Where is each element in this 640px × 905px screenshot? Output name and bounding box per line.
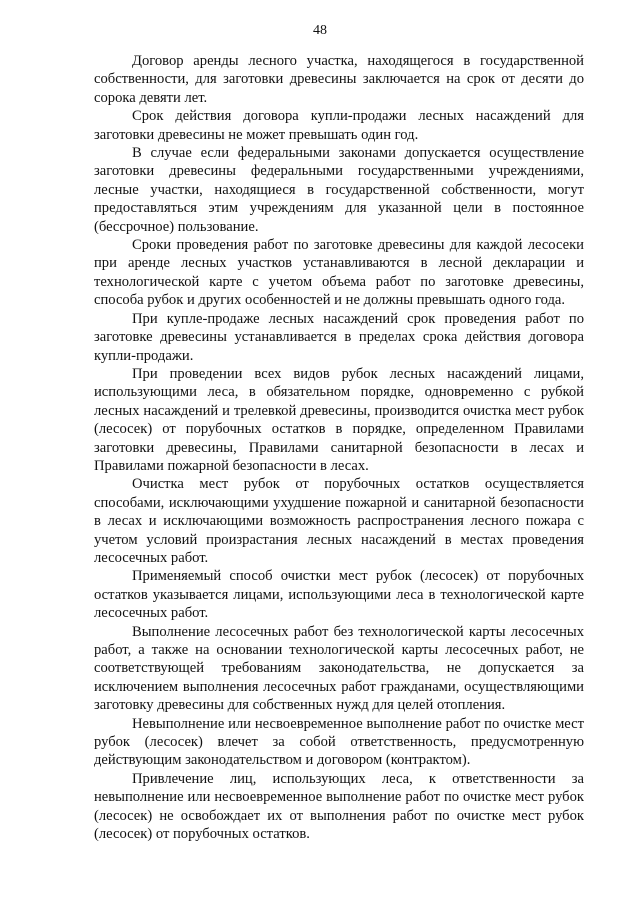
page-number: 48 [313, 23, 327, 38]
paragraph-federal-institutions: В случае если федеральными законами допускается осуществление заготовки древесины федеральными государственными учреждениями, лесные участки, находящиеся в государственной собственности, могут предоставляться этим учреждениям для указанной цели в постоянное (бессрочное) пользование. [94, 145, 584, 235]
paragraph-clearing-obligation: При проведении всех видов рубок лесных насаждений лицами, использующими леса, в обязательном порядке, одновременно с рубкой лесных насаждений и трелевкой древесины, производится очистка мест рубок (лесосек) от порубочных остатков в порядке, определенном Правилами заготовки древесины, Правилами санитарной безопасности в лесах и Правилами пожарной безопасности в лесах. [94, 365, 584, 474]
paragraph-purchase-sale: При купле-продаже лесных насаждений срок проведения работ по заготовке древесины устанавливается в пределах срока действия договора купли-продажи. [94, 310, 584, 364]
paragraph-lease-term: Договор аренды лесного участка, находящегося в государственной собственности, для заготовки древесины заключается на срок от десяти до сорока девяти лет. [94, 53, 584, 106]
paragraph-clearing-method-specified: Применяемый способ очистки мест рубок (лесосек) от порубочных остатков указывается лицами, использующими леса в технологической карте лесосечных работ. [94, 568, 584, 622]
paragraph-liability: Невыполнение или несвоевременное выполнение работ по очистке мест рубок (лесосек) влечет за собой ответственность, предусмотренную действующим законодательством и договором (контрактом). [94, 715, 584, 769]
paragraph-sale-contract-term: Срок действия договора купли-продажи лесных насаждений для заготовки древесины не может превышать один год. [94, 108, 584, 143]
paragraph-clearing-methods: Очистка мест рубок от порубочных остатков осуществляется способами, исключающими ухудшение пожарной и санитарной безопасности в лесах и исключающими возможность распространения лесного пожара с учетом условий произрастания лесных насаждений в местах проведения лесосечных работ. [94, 476, 584, 566]
paragraph-work-deadlines: Сроки проведения работ по заготовке древесины для каждой лесосеки при аренде лесных участков устанавливаются в лесной декларации и технологической карте с учетом объема работ по заготовке древесины, способа рубок и других особенностей и не должны превышать одного года. [94, 237, 584, 309]
paragraph-liability-not-exempt: Привлечение лиц, использующих леса, к ответственности за невыполнение или несвоевременное выполнение работ по очистке мест рубок (лесосек) не освобождает их от выполнения работ по очистке мест рубок (лесосек) от порубочных остатков. [94, 770, 584, 843]
paragraph-technological-map: Выполнение лесосечных работ без технологической карты лесосечных работ, а также на основании технологической карты лесосечных работ, не соответствующей требованиям законодательства, не допускается за исключением выполнения лесосечных работ гражданами, осуществляющими заготовку древесины для собственных нужд для целей отопления. [94, 623, 584, 714]
document-body [94, 52, 584, 843]
